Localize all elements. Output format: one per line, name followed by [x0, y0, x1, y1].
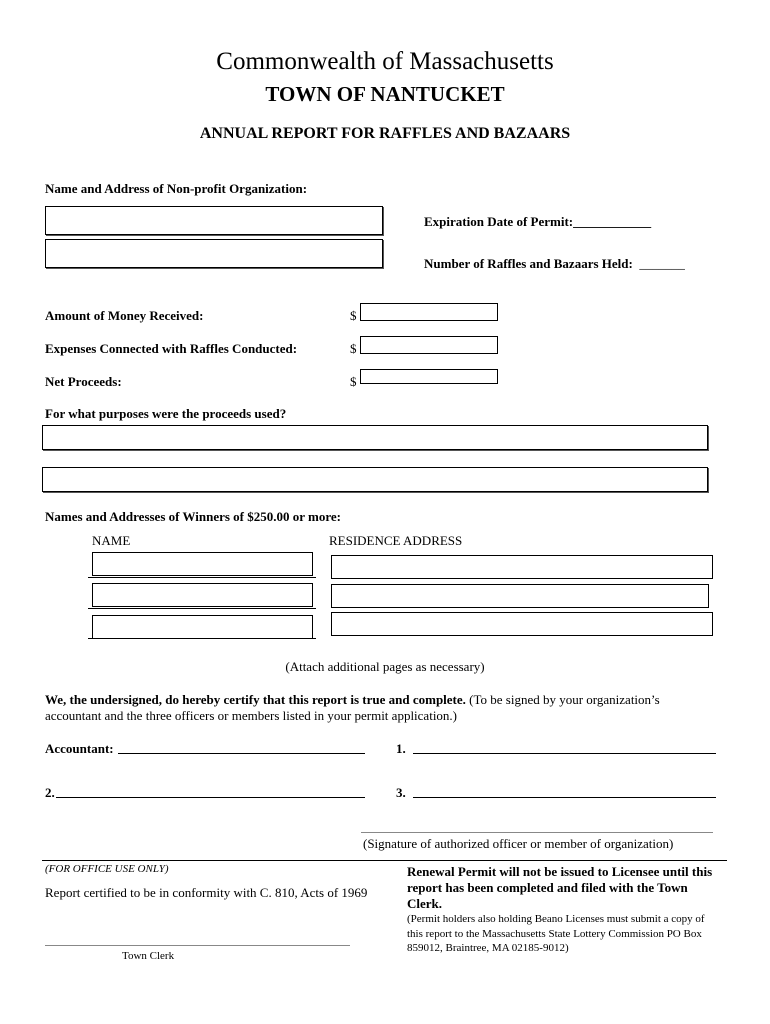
signature-3-line[interactable]	[413, 797, 716, 798]
state-title: Commonwealth of Massachusetts	[216, 48, 554, 75]
currency-sign: $	[350, 341, 357, 356]
report-title: ANNUAL REPORT FOR RAFFLES AND BAZAARS	[199, 125, 571, 142]
winner-name-field-3[interactable]	[92, 615, 313, 639]
divider	[42, 860, 727, 861]
raffles-held-blank[interactable]: _______	[639, 256, 685, 271]
beano-note: (Permit holders also holding Beano Licenses must submit a copy of this report to the Massachusetts State Lottery Commission PO Box 859012, Braintree, MA 02185-9012)	[407, 913, 705, 954]
money-received-field[interactable]	[360, 303, 498, 321]
expenses-label: Expenses Connected with Raffles Conducted:	[45, 341, 298, 356]
authorized-signature-line[interactable]	[361, 832, 713, 833]
purposes-field-2[interactable]	[42, 467, 708, 492]
org-address-field[interactable]	[45, 239, 383, 268]
certification-text	[45, 692, 715, 724]
accountant-label: Accountant:	[45, 741, 114, 756]
org-label: Name and Address of Non-profit Organization:	[45, 181, 308, 196]
winner-name-field-2[interactable]	[92, 583, 313, 607]
winner-address-field-2[interactable]	[331, 584, 709, 608]
purposes-label: For what purposes were the proceeds used?	[45, 406, 287, 421]
winner-address-field-3[interactable]	[331, 612, 713, 636]
winner-name-field-1[interactable]	[92, 552, 313, 576]
name-column-header: NAME	[92, 533, 131, 548]
signature-1-line[interactable]	[413, 753, 716, 754]
net-proceeds-label: Net Proceeds:	[45, 374, 122, 389]
raffles-held-label: Number of Raffles and Bazaars Held:	[424, 256, 633, 271]
signature-2-label: 2.	[45, 785, 55, 800]
signature-3-label: 3.	[396, 785, 406, 800]
money-received-label: Amount of Money Received:	[45, 308, 204, 323]
town-clerk-signature-line[interactable]	[45, 945, 350, 946]
renewal-notice: Renewal Permit will not be issued to Licensee until this report has been completed and filed with the Town Clerk.	[407, 864, 713, 911]
attach-note: (Attach additional pages as necessary)	[285, 659, 485, 674]
signature-caption: (Signature of authorized officer or member of organization)	[363, 836, 674, 851]
certification-bold: We, the undersigned, do hereby certify that this report is true and complete.	[45, 692, 466, 707]
accountant-signature-line[interactable]	[118, 753, 365, 754]
signature-1-label: 1.	[396, 741, 406, 756]
divider	[88, 608, 316, 609]
town-clerk-label: Town Clerk	[122, 950, 175, 962]
org-name-field[interactable]	[45, 206, 383, 235]
purposes-field-1[interactable]	[42, 425, 708, 450]
expenses-field[interactable]	[360, 336, 498, 354]
expiration-blank[interactable]: ____________	[573, 214, 652, 229]
currency-sign: $	[350, 374, 357, 389]
net-proceeds-field[interactable]	[360, 369, 498, 384]
currency-sign: $	[350, 308, 357, 323]
winners-label: Names and Addresses of Winners of $250.00 or more:	[45, 509, 341, 524]
winner-address-field-1[interactable]	[331, 555, 713, 579]
address-column-header: RESIDENCE ADDRESS	[329, 533, 463, 548]
expiration-date	[424, 214, 651, 230]
office-use-label: (FOR OFFICE USE ONLY)	[45, 863, 169, 875]
certification-note: (To be signed by your organization’s accountant and the three officers or members listed in your permit application.)	[45, 692, 660, 723]
expiration-label: Expiration Date of Permit:	[424, 214, 574, 229]
town-title: TOWN OF NANTUCKET	[265, 82, 505, 106]
divider	[88, 577, 316, 578]
office-certified-text: Report certified to be in conformity with C. 810, Acts of 1969	[45, 885, 368, 900]
raffles-held	[424, 256, 685, 272]
signature-2-line[interactable]	[56, 797, 365, 798]
